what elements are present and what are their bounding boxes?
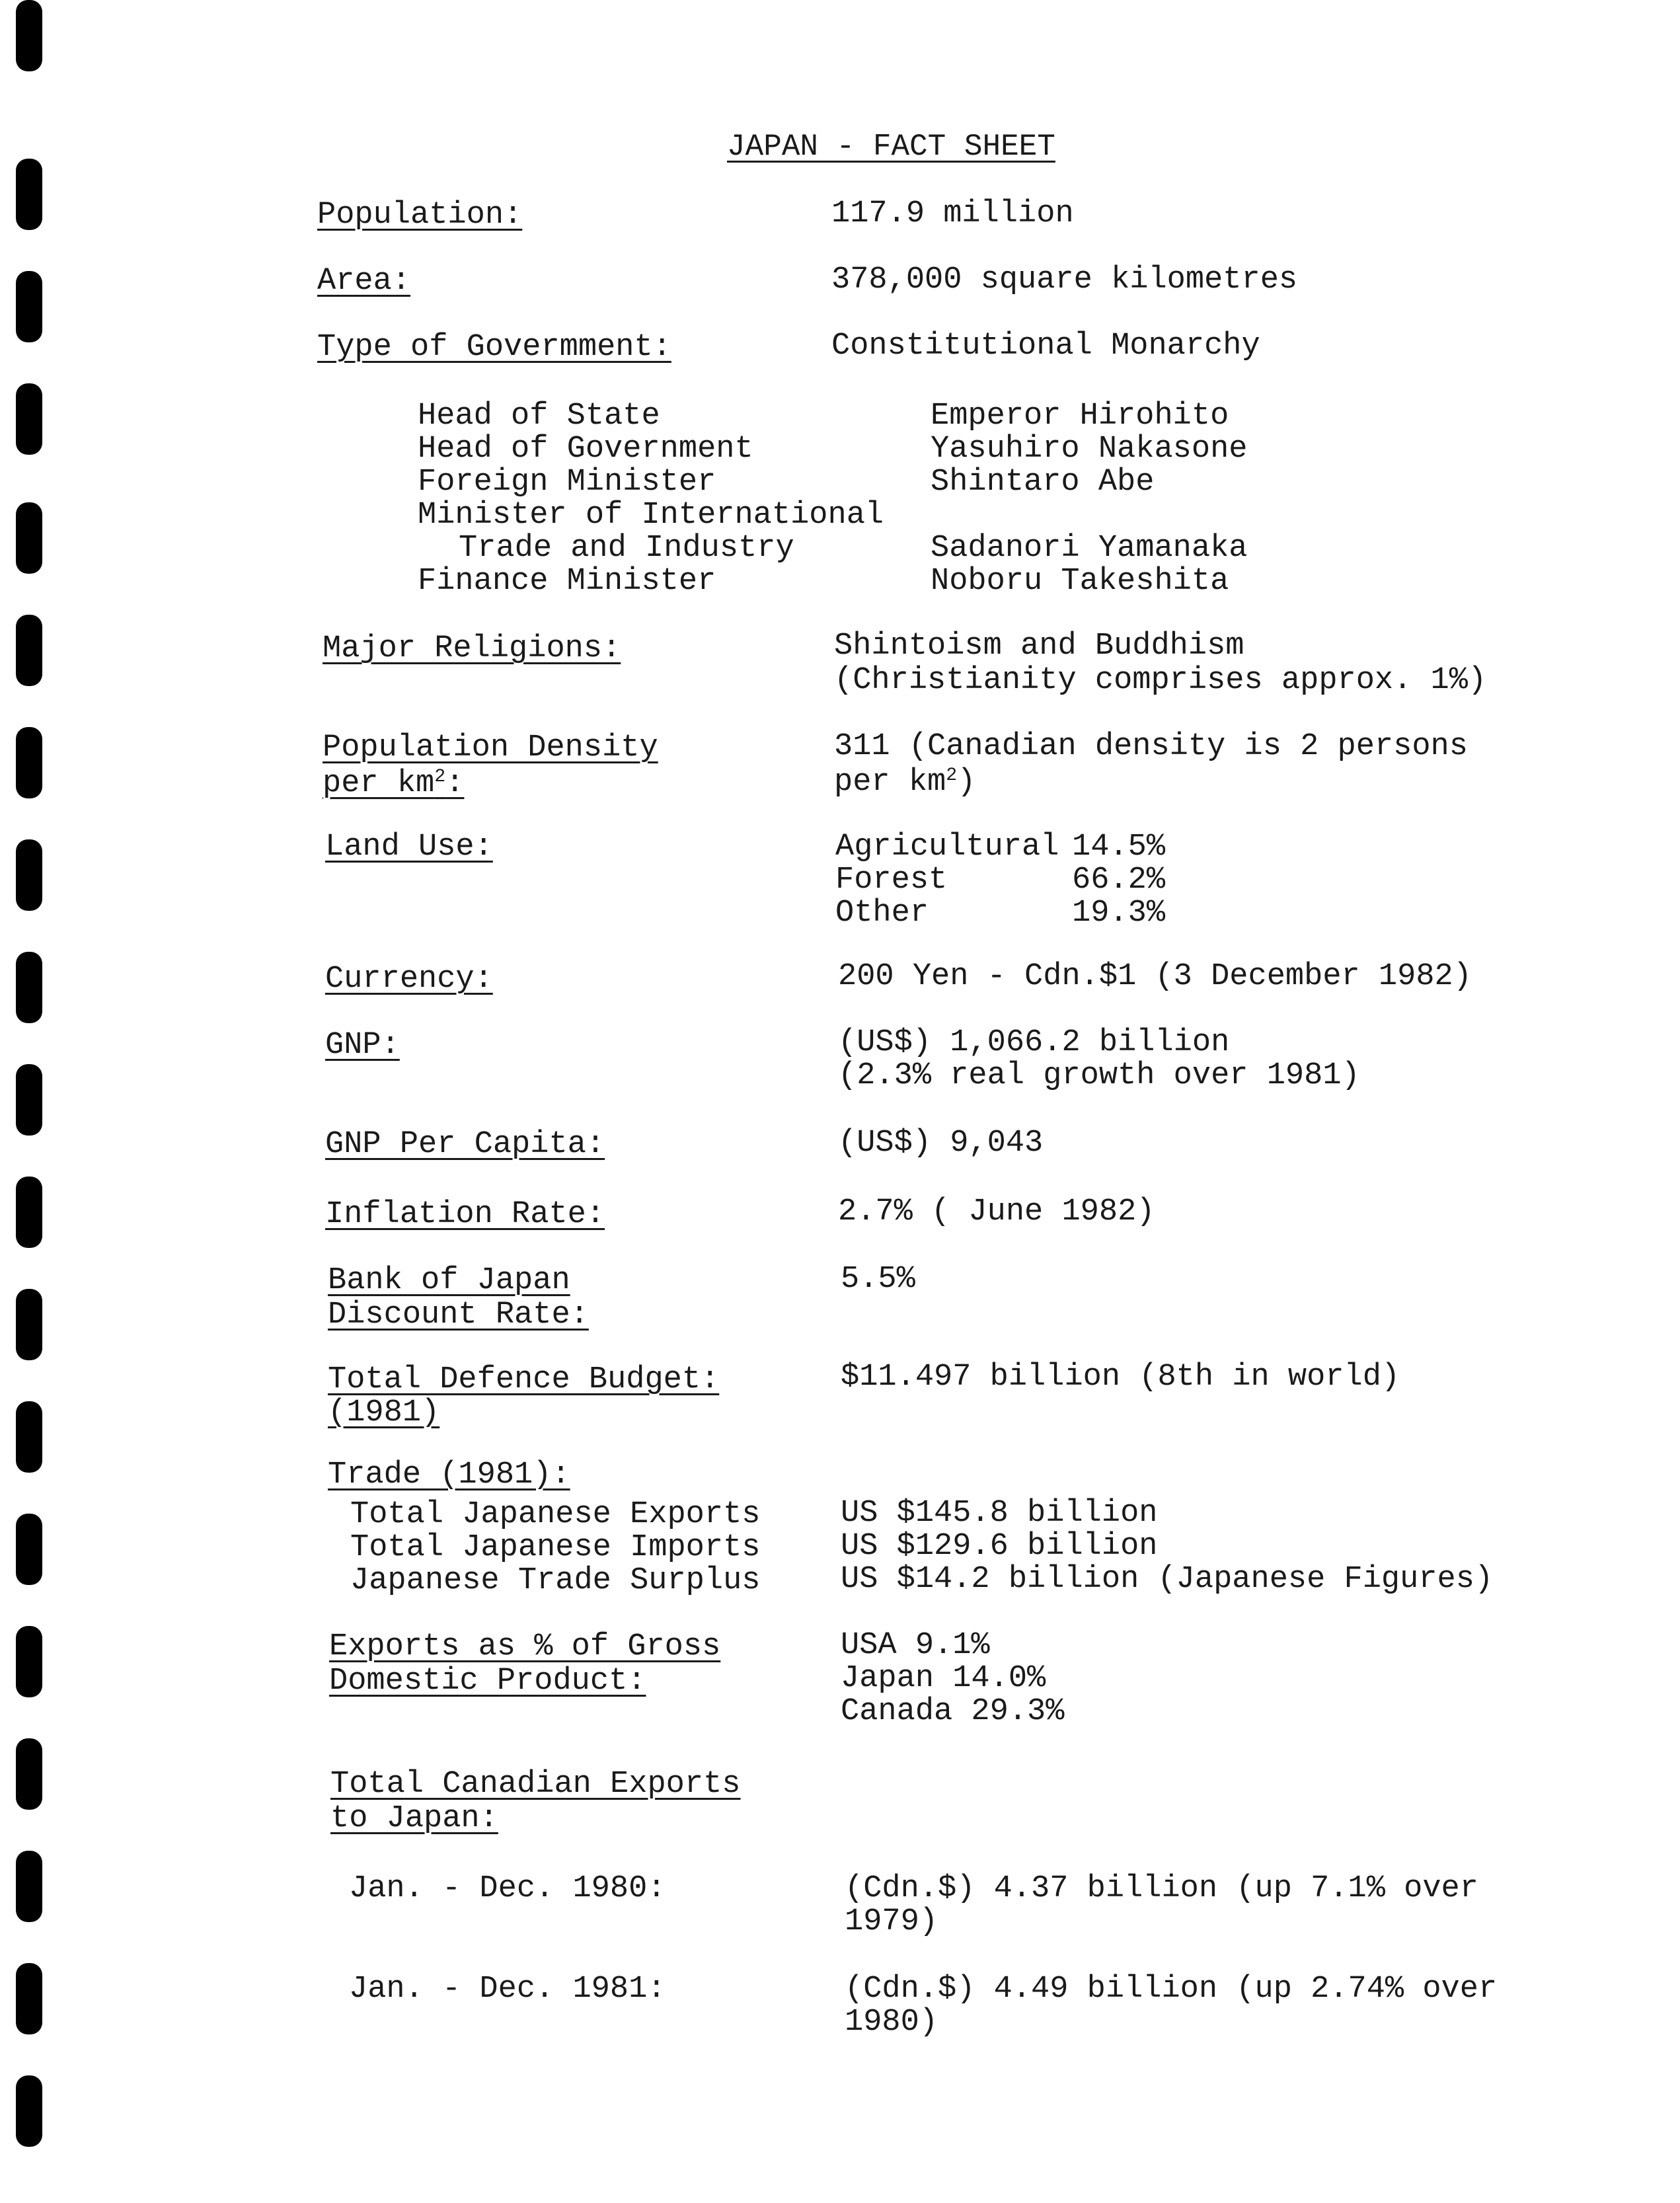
exports-gdp-value: Japan 14.0% [841, 1661, 1046, 1696]
trade-row-name: Japanese Trade Surplus [350, 1563, 761, 1598]
discount-label: Bank of Japan [328, 1263, 570, 1298]
density-label: Population Density [323, 730, 658, 765]
density-value: 311 (Canadian density is 2 persons [834, 729, 1468, 764]
government-label: Type of Govermment: [317, 330, 671, 365]
exports-gdp-label: Exports as % of Gross [329, 1629, 721, 1664]
punch-hole [16, 839, 42, 911]
trade-label: Trade (1981): [328, 1457, 570, 1492]
binder-holes [0, 0, 53, 2203]
export-value: 1980) [845, 2005, 938, 2040]
gnp-value: (2.3% real growth over 1981) [838, 1058, 1360, 1093]
exports-gdp-value: USA 9.1% [841, 1628, 990, 1663]
official-name: Noboru Takeshita [931, 564, 1229, 599]
defence-label: (1981) [328, 1395, 440, 1430]
punch-hole [16, 1851, 42, 1922]
land-use-name: Other [835, 896, 929, 931]
population-label: Population: [317, 198, 523, 233]
punch-hole [16, 271, 42, 342]
punch-hole [16, 1514, 42, 1585]
punch-hole [16, 1963, 42, 2034]
gnp-value: (US$) 1,066.2 billion [838, 1025, 1230, 1060]
official-name: Shintaro Abe [931, 465, 1155, 500]
punch-hole [16, 1064, 42, 1136]
density-label: per $km^2$: [323, 766, 465, 801]
land-use-value: 66.2% [1072, 863, 1166, 898]
trade-row-name: Total Japanese Exports [350, 1497, 761, 1532]
punch-hole [16, 1289, 42, 1360]
gnp-per-capita-label: GNP Per Capita: [325, 1127, 605, 1162]
punch-hole [16, 1626, 42, 1697]
official-role: Foreign Minister [418, 465, 716, 500]
defence-label: Total Defence Budget: [328, 1362, 720, 1397]
currency-label: Currency: [325, 962, 493, 997]
religions-value: Shintoism and Buddhism [834, 629, 1244, 664]
land-use-label: Land Use: [325, 830, 493, 865]
population-value: 117.9 million [831, 196, 1074, 231]
punch-hole [16, 1177, 42, 1248]
canadian-exports-label: Total Canadian Exports [330, 1767, 741, 1802]
page-title: JAPAN - FACT SHEET [727, 130, 1055, 164]
official-name: Sadanori Yamanaka [931, 531, 1248, 566]
religions-value: (Christianity comprises approx. 1%) [834, 663, 1487, 698]
exports-gdp-label: Domestic Product: [329, 1664, 646, 1699]
discount-value: 5.5% [841, 1262, 915, 1297]
punch-hole [16, 727, 42, 798]
official-role: Finance Minister [418, 564, 716, 599]
export-period: Jan. - Dec. 1981: [349, 1972, 666, 2007]
inflation-label: Inflation Rate: [325, 1197, 605, 1232]
punch-hole [16, 1738, 42, 1810]
area-value: 378,000 square kilometres [831, 262, 1298, 297]
trade-row-value: US $145.8 billion [841, 1496, 1158, 1531]
land-use-name: Forest [835, 863, 948, 898]
official-name: Emperor Hirohito [931, 399, 1229, 434]
currency-value: 200 Yen - Cdn.$1 (3 December 1982) [838, 959, 1472, 994]
defence-value: $11.497 billion (8th in world) [841, 1360, 1400, 1395]
punch-hole [16, 0, 42, 71]
export-value: (Cdn.$) 4.37 billion (up 7.1% over [845, 1871, 1478, 1906]
trade-row-name: Total Japanese Imports [350, 1530, 761, 1565]
punch-hole [16, 2075, 42, 2147]
land-use-value: 14.5% [1072, 830, 1166, 865]
punch-hole [16, 615, 42, 686]
punch-hole [16, 502, 42, 574]
trade-row-value: US $14.2 billion (Japanese Figures) [841, 1562, 1494, 1597]
punch-hole [16, 952, 42, 1023]
export-period: Jan. - Dec. 1980: [349, 1871, 666, 1906]
official-role: Head of State [418, 399, 660, 434]
punch-hole [16, 383, 42, 455]
density-value: per $km^2$) [834, 765, 976, 800]
punch-hole [16, 1401, 42, 1473]
exports-gdp-value: Canada 29.3% [841, 1694, 1065, 1729]
inflation-value: 2.7% ( June 1982) [838, 1194, 1155, 1229]
gnp-label: GNP: [325, 1028, 400, 1063]
official-name: Yasuhiro Nakasone [931, 432, 1248, 467]
gnp-per-capita-value: (US$) 9,043 [838, 1126, 1044, 1161]
discount-label: Discount Rate: [328, 1297, 589, 1333]
land-use-value: 19.3% [1072, 896, 1166, 931]
government-value: Constitutional Monarchy [831, 329, 1260, 364]
official-role: Minister of International [418, 498, 884, 533]
punch-hole [16, 159, 42, 230]
official-role: Head of Government [418, 432, 753, 467]
canadian-exports-label: to Japan: [330, 1801, 498, 1836]
official-role: Trade and Industry [459, 531, 794, 566]
area-label: Area: [317, 264, 411, 299]
trade-row-value: US $129.6 billion [841, 1529, 1158, 1564]
export-value: 1979) [845, 1904, 938, 1939]
religions-label: Major Religions: [323, 631, 621, 666]
export-value: (Cdn.$) 4.49 billion (up 2.74% over [845, 1972, 1498, 2007]
land-use-name: Agricultural [835, 830, 1059, 865]
